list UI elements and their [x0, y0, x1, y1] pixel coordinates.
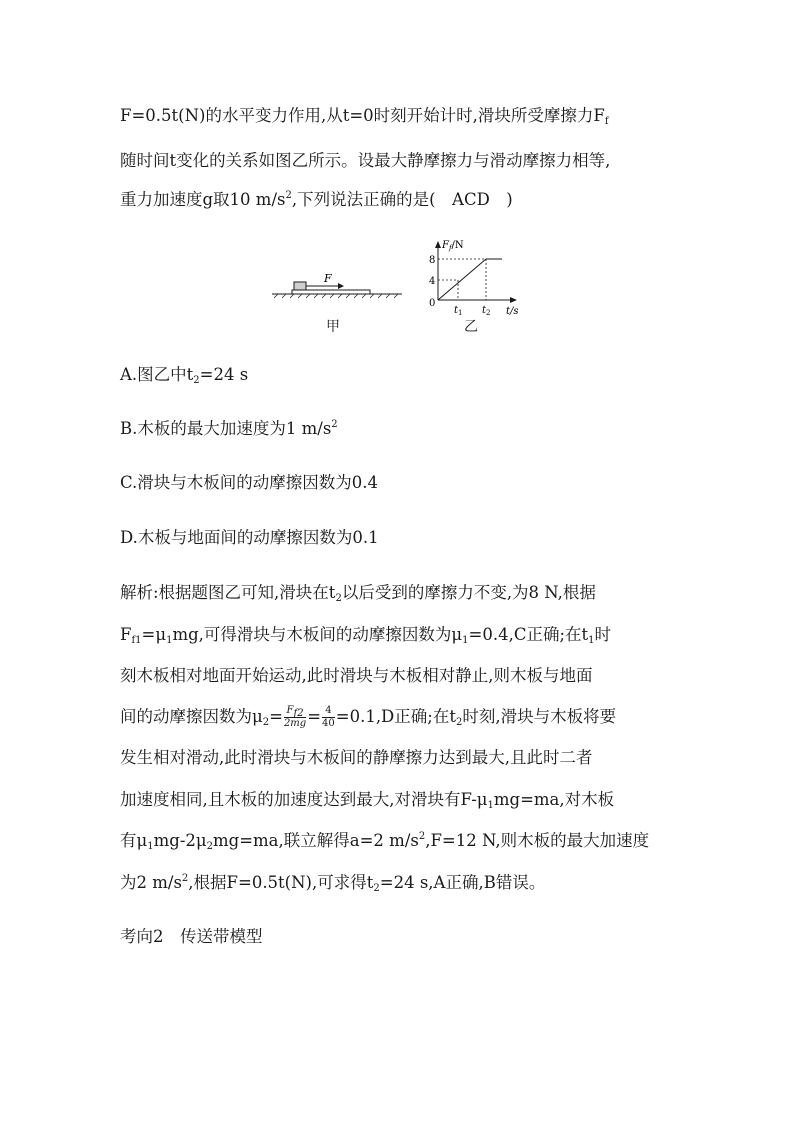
- figure-yi-label: 乙: [464, 319, 478, 335]
- t1-label: $t_1$: [454, 305, 463, 317]
- question-line-1: F=0.5t(N)的水平变力作用,从t=0时刻开始计时,滑块所受摩擦力$F_f$: [120, 106, 609, 127]
- option-c: C.滑块与木板间的动摩擦因数为0.4: [120, 473, 379, 492]
- analysis-line-2: $F_{f1}=\mu_1mg$,可得滑块与木板间的动摩擦因数为$\mu_1=0.4,C$正确;在$t_1$时: [120, 625, 612, 646]
- slider-block: [294, 282, 306, 290]
- figure-jia: [268, 270, 408, 310]
- option-d: D.木板与地面间的动摩擦因数为0.1: [120, 528, 379, 547]
- force-label: F: [324, 272, 332, 285]
- fraction-4-over-40: $\frac{4}{40}$: [322, 705, 335, 729]
- section-heading: 考向2 传送带模型: [120, 927, 263, 946]
- origin-label: 0: [429, 298, 436, 309]
- question-line-3: 重力加速度g取10 $m/s^2$,下列说法正确的是( ACD ): [120, 190, 513, 209]
- y-axis-arrow: [435, 241, 441, 248]
- y-tick-4: 4: [429, 276, 436, 287]
- option-b: B.木板的最大加速度为1 $m/s^2$: [120, 419, 338, 438]
- analysis-line-4: 间的动摩擦因数为$\mu_2=$ $\frac{F_{f2}}{2mg}$ = $\frac{4}{40}$ =0.1,D正确;在$t_2$时刻,滑块与木板将要: [120, 705, 617, 729]
- figure-yi: [420, 238, 530, 322]
- option-a: A.图乙中$t_2=24$ s: [120, 365, 249, 386]
- analysis-line-8: 为2 $m/s^2$,根据F=0.5t(N),可求得$t_2=24$ s,A正确,B错误。: [120, 873, 546, 894]
- question-line-2: 随时间t变化的关系如图乙所示。设最大静摩擦力与滑动摩擦力相等,: [120, 151, 611, 170]
- friction-line-rising: [438, 259, 486, 300]
- analysis-line-6: 加速度相同,且木板的加速度达到最大,对滑块有$F-\mu_1mg=ma$,对木板: [120, 790, 615, 811]
- ground-hatch: [274, 294, 398, 298]
- fraction-ff2-over-2mg: $\frac{F_{f2}}{2mg}$: [283, 705, 307, 729]
- analysis-line-7: 有$\mu_1mg-2\mu_2mg=ma$,联立解得a=2 $m/s^2,F=12$ N,则木板的最大加速度: [120, 831, 650, 852]
- analysis-line-3: 刻木板相对地面开始运动,此时滑块与木板相对静止,则木板与地面: [120, 666, 593, 685]
- y-axis-label: $F_f/N$: [442, 240, 464, 252]
- figure-jia-label: 甲: [326, 319, 340, 335]
- analysis-line-5: 发生相对滑动,此时滑块与木板间的静摩擦力达到最大,且此时二者: [120, 748, 593, 767]
- force-arrow-head: [338, 283, 344, 289]
- x-axis-label: t/s: [506, 306, 519, 317]
- board: [292, 290, 370, 294]
- y-tick-8: 8: [429, 255, 436, 266]
- analysis-line-1: 解析:根据题图乙可知,滑块在$t_2$以后受到的摩擦力不变,为8 N,根据: [120, 583, 596, 604]
- x-axis-arrow: [510, 297, 517, 303]
- t2-label: $t_2$: [482, 305, 491, 317]
